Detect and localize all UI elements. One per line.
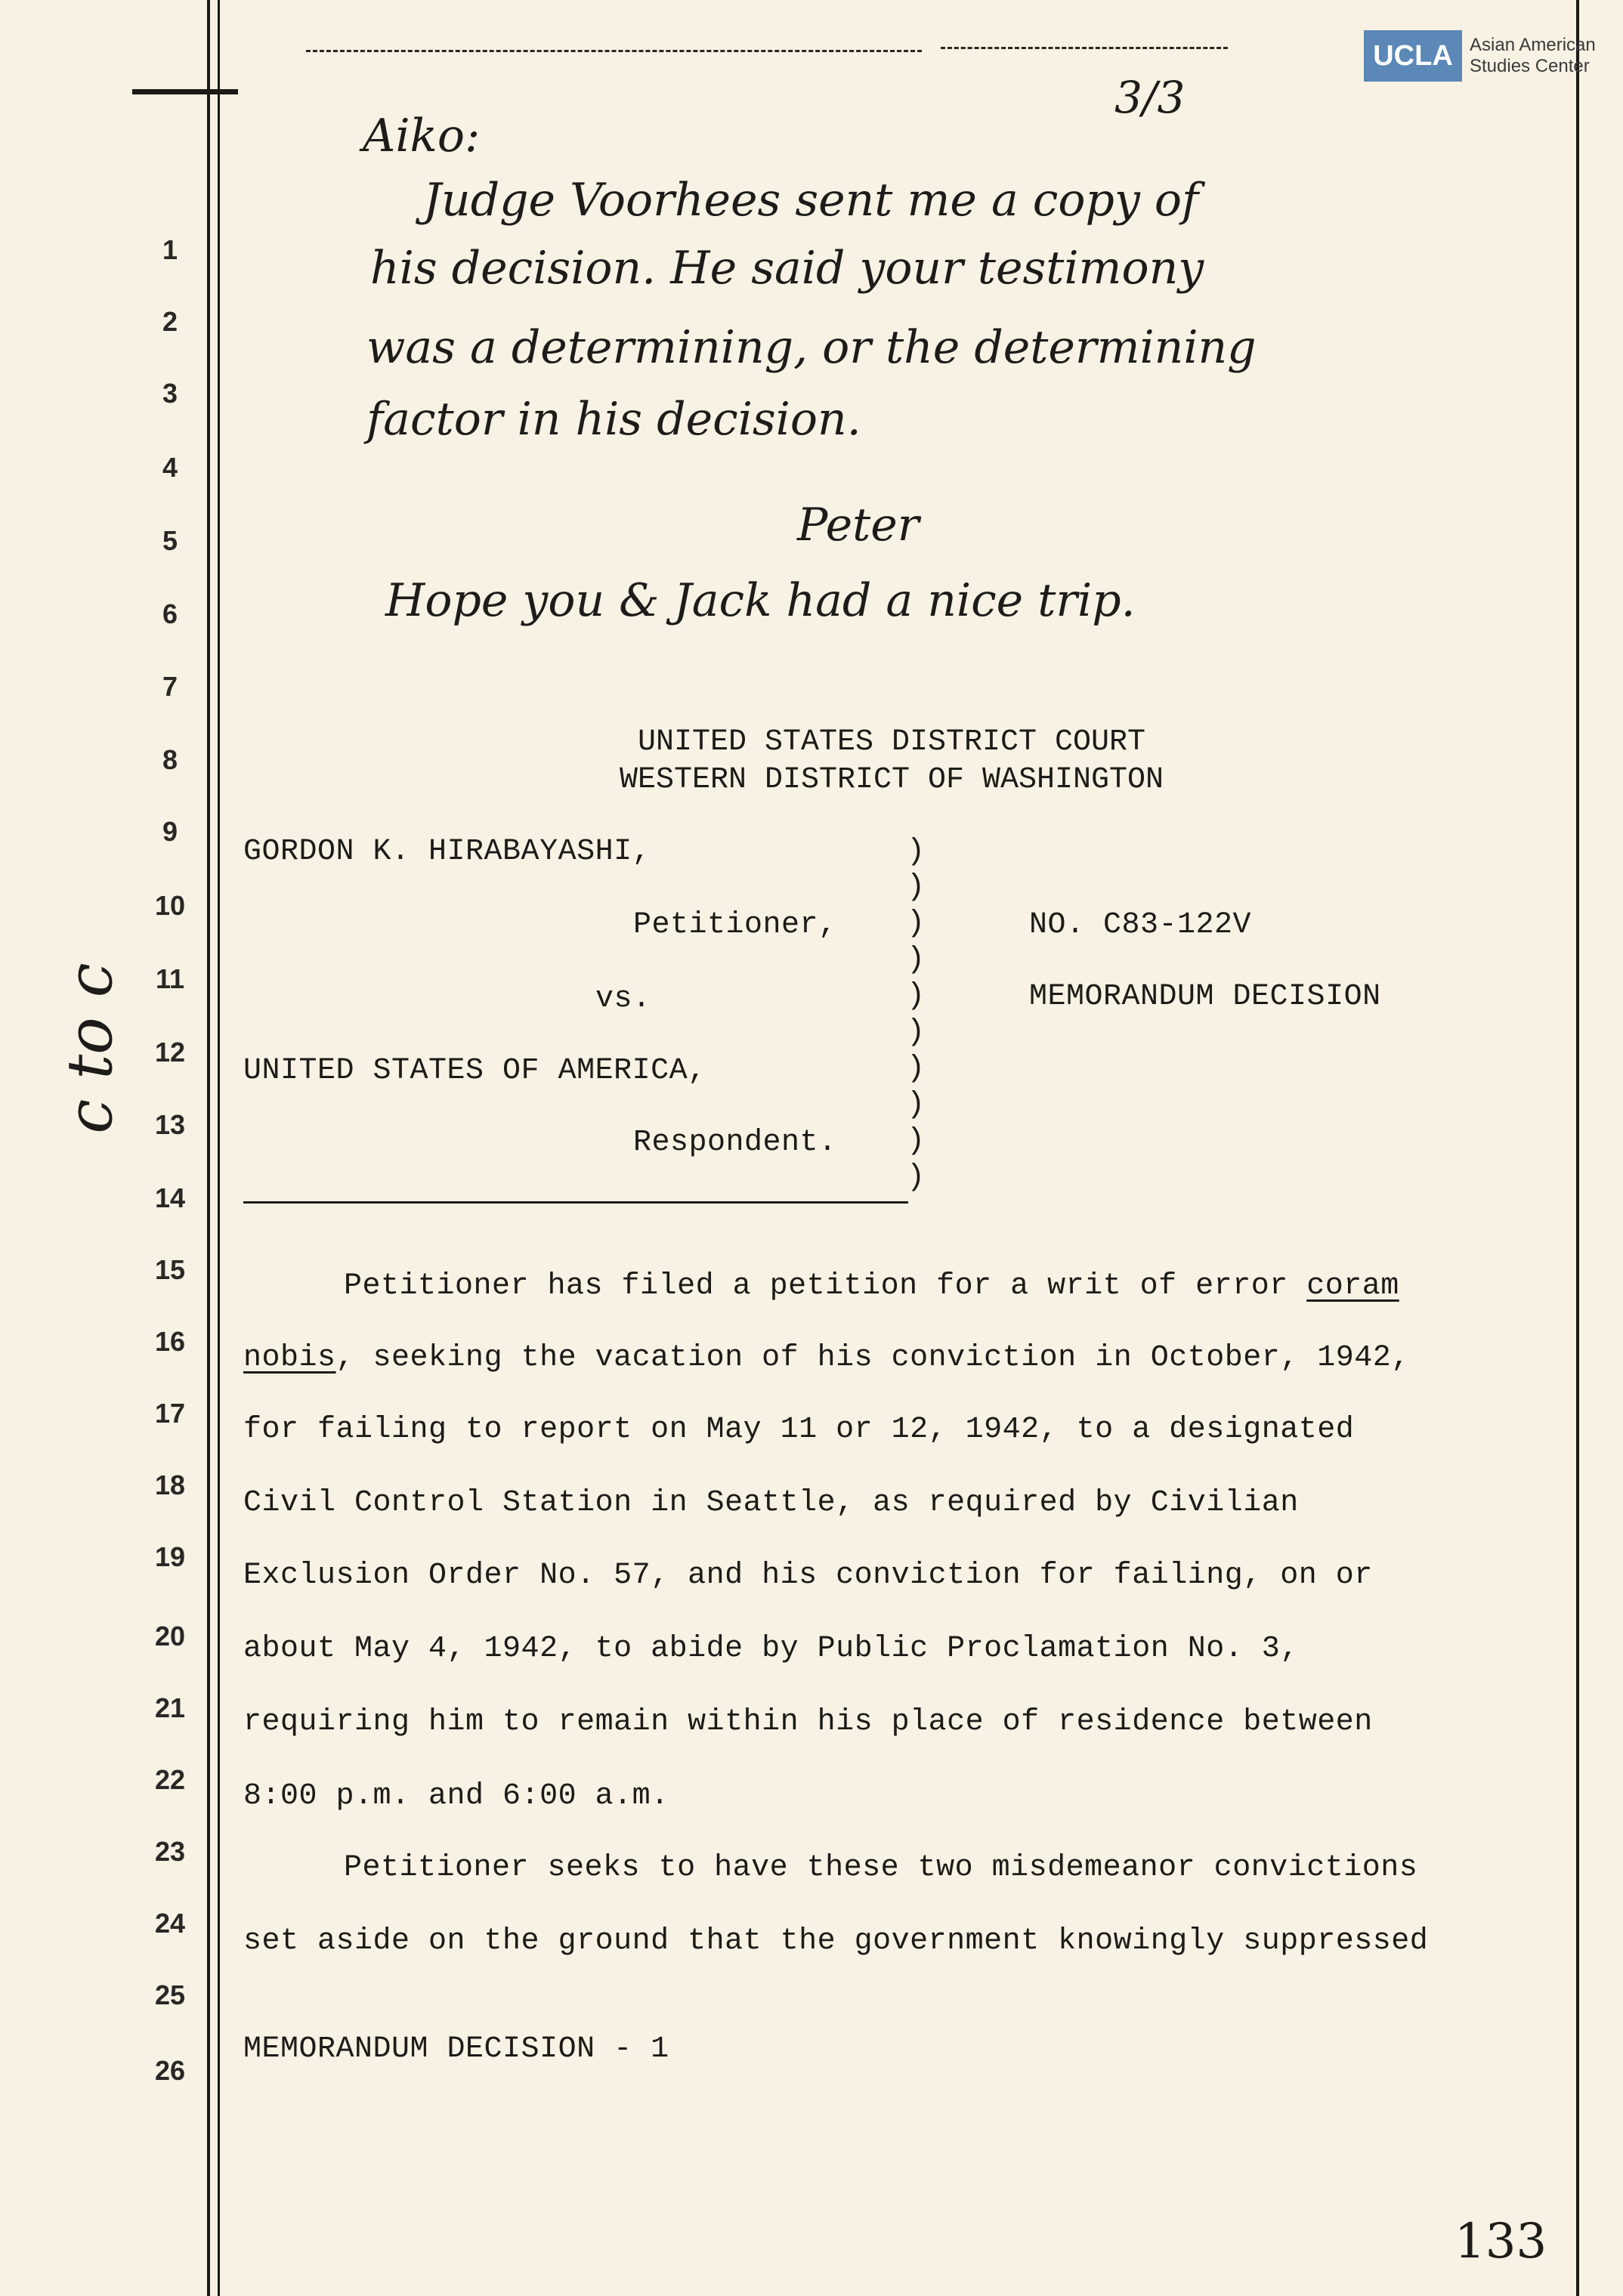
line-number: 16 xyxy=(154,1326,186,1357)
note-line-2: his decision. He said your testimony xyxy=(370,242,1204,295)
footer-label: MEMORANDUM DECISION - 1 xyxy=(243,2032,669,2066)
caption-rule xyxy=(243,1201,908,1204)
top-tick-mark xyxy=(132,89,238,94)
document-title: MEMORANDUM DECISION xyxy=(1029,980,1381,1014)
body-line-5: Exclusion Order No. 57, and his conviction for failing, on or xyxy=(243,1559,1373,1593)
line-number: 14 xyxy=(154,1182,186,1213)
aasc-label: Asian American Studies Center xyxy=(1470,35,1596,76)
note-salutation: Aiko: xyxy=(363,110,481,162)
line-number: 18 xyxy=(154,1469,186,1500)
petitioner-name: GORDON K. HIRABAYASHI, xyxy=(243,835,651,869)
note-line-3: was a determining, or the determining xyxy=(366,321,1257,374)
note-page-ref: 3/3 xyxy=(1114,72,1186,123)
note-line-4: factor in his decision. xyxy=(366,393,861,446)
latin-term-nobis: nobis xyxy=(243,1341,336,1375)
note-line-1: Judge Voorhees sent me a copy of xyxy=(423,174,1199,227)
line-number: 26 xyxy=(154,2055,186,2086)
body-line-2: nobis, seeking the vacation of his conviction in October, 1942, xyxy=(243,1341,1410,1375)
body-line-1: Petitioner has filed a petition for a writ of error coram xyxy=(344,1269,1399,1303)
line-number: 11 xyxy=(155,963,185,994)
respondent-role: Respondent. xyxy=(633,1126,837,1160)
top-dashed-rule-right xyxy=(941,47,1228,49)
note-postscript: Hope you & Jack had a nice trip. xyxy=(385,574,1136,627)
line-number: 17 xyxy=(154,1398,186,1429)
line-number: 23 xyxy=(154,1836,186,1867)
body-line-3: for failing to report on May 11 or 12, 1942, to a designated xyxy=(243,1413,1355,1447)
line-number: 19 xyxy=(154,1541,186,1572)
line-number: 5 xyxy=(162,525,178,556)
page-number: 133 xyxy=(1455,2214,1547,2270)
caption-versus: vs. xyxy=(595,982,651,1016)
line-number: 12 xyxy=(154,1037,186,1068)
line-number: 6 xyxy=(162,598,178,629)
respondent-name: UNITED STATES OF AMERICA, xyxy=(243,1054,706,1088)
line-number: 25 xyxy=(154,1979,186,2010)
right-margin-rule xyxy=(1576,0,1579,2296)
line-number: 1 xyxy=(162,234,178,265)
line-number: 8 xyxy=(162,744,178,775)
line-number: 20 xyxy=(154,1621,186,1652)
left-margin-rule-2 xyxy=(218,0,220,2296)
document-page: UCLA Asian American Studies Center 3/3 Aiko: Judge Voorhees sent me a copy of his decision. He said your testimony was a determining, or the determining factor in his decision. Peter Hope you & Jack had a nice trip. c to c 1 2 3 4 5 6 7 8 9 10 11 12 13 14 15 16 17 18 19 20 21 22 23 24 25 26 UNITED STATES DISTRICT COURT WESTERN DISTRICT OF WASHINGTON GORDON K. HIRABAYASHI, Petitioner, vs. UNITED STATES OF AMERICA, Respondent. ) ) ) ) ) ) ) ) ) ) NO. C83-122V MEMORANDUM DECISION Petitioner has filed a petition for a writ of error coram nobis, seeking the vacation of his conviction in October, 1942, for failing to report on May 11 or 12, 1942, to a designated Civil Control Station in Seattle, as required by Civilian Exclusion Order No. 57, and his conviction for failing, on or about May 4, 1942, to abide by Public Proclamation No. 3, requiring him to remain within his place of residence between 8:00 p.m. and 6:00 a.m. Petitioner seeks to have these two misdemeanor convictions set aside on the ground that the government knowingly suppressed MEMORANDUM DECISION - 1 133 xyxy=(0,0,1623,2296)
court-district: WESTERN DISTRICT OF WASHINGTON xyxy=(619,763,1164,797)
line-number: 10 xyxy=(154,890,186,921)
line-number: 2 xyxy=(162,306,178,337)
line-number: 7 xyxy=(162,671,178,702)
ucla-aasc-badge xyxy=(1364,30,1596,82)
body-line-10: set aside on the ground that the government knowingly suppressed xyxy=(243,1924,1429,1958)
top-dashed-rule-left xyxy=(306,50,922,52)
court-name: UNITED STATES DISTRICT COURT xyxy=(637,725,1146,759)
body-line-7: requiring him to remain within his place of residence between xyxy=(243,1705,1373,1739)
body-line-6: about May 4, 1942, to abide by Public Proclamation No. 3, xyxy=(243,1632,1299,1666)
line-number: 3 xyxy=(162,378,178,409)
case-number: NO. C83-122V xyxy=(1029,908,1252,942)
line-number: 9 xyxy=(162,816,178,847)
petitioner-role: Petitioner, xyxy=(633,908,837,942)
body-line-4: Civil Control Station in Seattle, as required by Civilian xyxy=(243,1486,1299,1520)
body-line-8: 8:00 p.m. and 6:00 a.m. xyxy=(243,1779,669,1813)
latin-term-coram: coram xyxy=(1306,1269,1399,1303)
left-margin-rule-1 xyxy=(207,0,210,2296)
line-number: 22 xyxy=(154,1764,186,1795)
line-number: 13 xyxy=(154,1109,186,1140)
line-number: 21 xyxy=(154,1692,186,1723)
line-number: 15 xyxy=(154,1254,186,1285)
margin-note-c-to-c: c to c xyxy=(54,963,127,1134)
line-number: 24 xyxy=(154,1908,186,1939)
ucla-logo: UCLA xyxy=(1364,30,1462,82)
note-signature: Peter xyxy=(797,499,920,552)
body-line-9: Petitioner seeks to have these two misdemeanor convictions xyxy=(344,1851,1418,1885)
line-number: 4 xyxy=(162,452,178,483)
